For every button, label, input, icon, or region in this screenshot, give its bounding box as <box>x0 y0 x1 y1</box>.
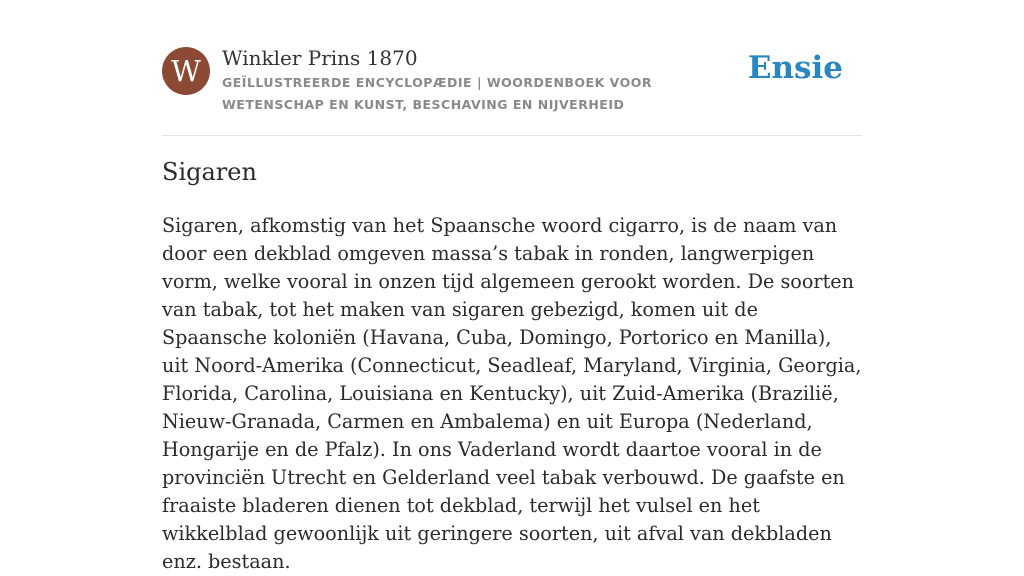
source-title[interactable]: Winkler Prins 1870 <box>222 46 418 70</box>
article-title: Sigaren <box>162 158 257 186</box>
page-container <box>162 0 862 573</box>
source-subtitle: GEÏLLUSTREERDE ENCYCLOPÆDIE | WOORDENBOEK VOOR WETENSCHAP EN KUNST, BESCHAVING EN NIJVERHEID <box>222 75 652 112</box>
article-body: Sigaren, afkomstig van het Spaansche woord cigarro, is de naam van door een dekblad omgeven massa’s tabak in ronden, langwerpigen vorm, welke vooral in onzen tijd algemeen gerookt worden. De soorten van tabak, tot het maken van sigaren gebezigd, komen uit de Spaansche koloniën (Havana, Cuba, Domingo, Portorico en Manilla), uit Noord-Amerika (Connecticut, Seadleaf, Maryland, Virginia, Georgia, Florida, Carolina, Louisiana en Kentucky), uit Zuid-Amerika (Brazilië, Nieuw-Granada, Carmen en Ambalema) en uit Europa (Nederland, Hongarije en de Pfalz). In ons Vaderland wordt daartoe vooral in de provinciën Utrecht en Gelderland veel tabak verbouwd. De gaafste en fraaiste bladeren dienen tot dekblad, terwijl het vulsel en het wikkelblad gewoonlijk uit geringere soorten, uit afval van dekbladen enz. bestaan. <box>162 214 862 573</box>
brand-logo-link[interactable]: Ensie <box>747 50 843 86</box>
source-header <box>162 0 862 136</box>
source-avatar[interactable]: W <box>162 47 210 95</box>
